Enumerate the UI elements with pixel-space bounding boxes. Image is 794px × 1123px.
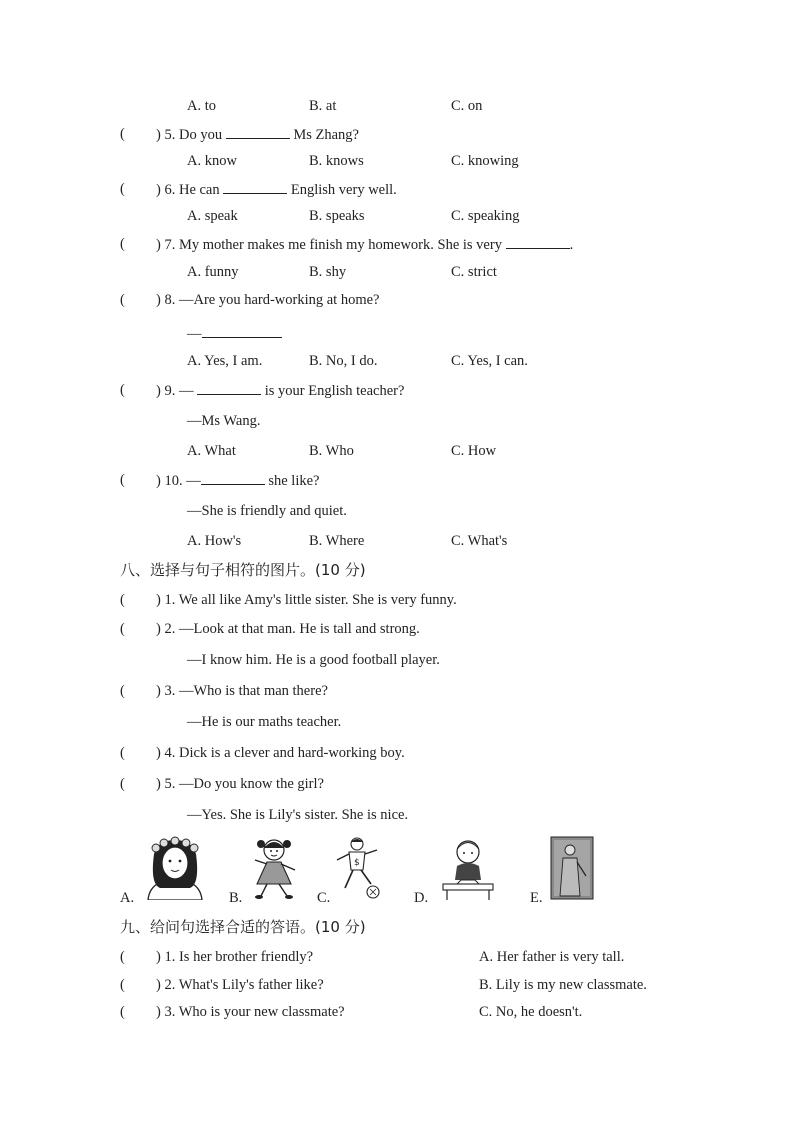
boy-studying-picture [439, 836, 497, 900]
s8-q5 [156, 775, 324, 793]
q7-option-a: A. funny [187, 264, 239, 280]
q6-paren: ( [120, 181, 125, 197]
picture-label-c: C. [317, 890, 331, 906]
q10-text-before: — [186, 473, 201, 489]
q5-paren: ( [120, 126, 125, 142]
s8-q2-reply: —I know him. He is a good football player. [187, 652, 440, 668]
s8-q1-number: ) 1. [156, 592, 176, 608]
q6-blank[interactable] [223, 180, 287, 194]
q8-option-b: B. No, I do. [309, 353, 378, 369]
q5-option-a: A. know [187, 153, 237, 169]
q6-number: ) 6. [156, 182, 176, 198]
s9-q3 [156, 1003, 345, 1021]
s8-q5-number: ) 5. [156, 776, 176, 792]
s9-answer-c: C. No, he doesn't. [479, 1004, 583, 1020]
s9-q3-paren: ( [120, 1004, 125, 1020]
q7-text-before: My mother makes me finish my homework. She is very [178, 237, 502, 253]
s9-answer-a: A. Her father is very tall. [479, 949, 625, 965]
q5-text-after: Ms Zhang? [293, 127, 359, 143]
q8-blank[interactable] [202, 324, 282, 338]
q6-option-c: C. speaking [451, 208, 520, 224]
q9-text-after: is your English teacher? [264, 383, 405, 399]
q8-paren: ( [120, 292, 125, 308]
teacher-at-blackboard-picture [550, 836, 594, 900]
q8-option-c: C. Yes, I can. [451, 353, 528, 369]
s8-q4-paren: ( [120, 745, 125, 761]
q7-blank[interactable] [506, 235, 570, 249]
s9-q2-number: ) 2. [156, 977, 176, 993]
q6-question [156, 180, 397, 199]
q7-question [156, 235, 573, 254]
section8-heading: 八、选择与句子相符的图片。(10 分) [120, 561, 366, 579]
q9-paren: ( [120, 382, 125, 398]
q8-text: —Are you hard-working at home? [178, 292, 380, 308]
q7-text-after: . [569, 237, 574, 253]
picture-label-e: E. [530, 890, 543, 906]
q9-number: ) 9. [156, 383, 176, 399]
q5-number: ) 5. [156, 127, 176, 143]
s9-q1-paren: ( [120, 949, 125, 965]
woman-with-flower-crown-picture [140, 836, 210, 900]
q10-paren: ( [120, 472, 125, 488]
picture-label-a: A. [120, 890, 135, 906]
q4-option-a: A. to [187, 98, 216, 114]
q9-option-c: C. How [451, 443, 497, 459]
q5-option-b: B. knows [309, 153, 364, 169]
s9-q2-text: What's Lily's father like? [178, 977, 324, 993]
s9-q2 [156, 976, 324, 994]
q10-option-a: A. How's [187, 533, 242, 549]
s8-q3-reply: —He is our maths teacher. [187, 714, 342, 730]
q9-question [156, 381, 404, 400]
q7-number: ) 7. [156, 237, 176, 253]
s8-q1-text: We all like Amy's little sister. She is very funny. [178, 592, 457, 608]
q5-option-c: C. knowing [451, 153, 519, 169]
q6-option-b: B. speaks [309, 208, 365, 224]
s9-q2-paren: ( [120, 977, 125, 993]
s8-q2-paren: ( [120, 621, 125, 637]
q10-blank[interactable] [201, 471, 265, 485]
picture-label-b: B. [229, 890, 243, 906]
q10-number: ) 10. [156, 473, 183, 489]
s8-q2-number: ) 2. [156, 621, 176, 637]
s8-q4 [156, 744, 405, 762]
q6-text-before: He can [178, 182, 220, 198]
q7-paren: ( [120, 236, 125, 252]
s8-q5-paren: ( [120, 776, 125, 792]
q8-number: ) 8. [156, 292, 176, 308]
s8-q4-text: Dick is a clever and hard-working boy. [178, 745, 405, 761]
q10-question [156, 471, 319, 490]
football-player-picture [333, 836, 383, 900]
s8-q3-number: ) 3. [156, 683, 176, 699]
s9-q1 [156, 948, 313, 966]
s8-q2 [156, 620, 420, 638]
s8-q3-paren: ( [120, 683, 125, 699]
q8-reply [187, 324, 282, 343]
q7-option-b: B. shy [309, 264, 347, 280]
q9-blank[interactable] [197, 381, 261, 395]
q9-option-a: A. What [187, 443, 236, 459]
q6-option-a: A. speak [187, 208, 238, 224]
s8-q5-text: —Do you know the girl? [178, 776, 324, 792]
q10-text-after: she like? [268, 473, 320, 489]
q4-option-c: C. on [451, 98, 483, 114]
q10-option-c: C. What's [451, 533, 508, 549]
s8-q1-paren: ( [120, 592, 125, 608]
s8-q4-number: ) 4. [156, 745, 176, 761]
q8-question [156, 291, 380, 309]
q4-option-b: B. at [309, 98, 337, 114]
q9-reply: —Ms Wang. [187, 413, 261, 429]
s8-q1 [156, 591, 457, 609]
s9-q3-text: Who is your new classmate? [178, 1004, 345, 1020]
q10-option-b: B. Where [309, 533, 365, 549]
q10-reply: —She is friendly and quiet. [187, 503, 347, 519]
q5-text-before: Do you [178, 127, 223, 143]
s8-q3 [156, 682, 328, 700]
s9-answer-b: B. Lily is my new classmate. [479, 977, 647, 993]
s9-q1-number: ) 1. [156, 949, 176, 965]
q5-blank[interactable] [226, 125, 290, 139]
s8-q3-text: —Who is that man there? [178, 683, 328, 699]
q7-option-c: C. strict [451, 264, 497, 280]
svg-text:$: $ [354, 858, 360, 868]
q9-option-b: B. Who [309, 443, 354, 459]
s8-q2-text: —Look at that man. He is tall and strong. [178, 621, 420, 637]
q9-text-before: — [178, 383, 194, 399]
s9-q1-text: Is her brother friendly? [178, 949, 314, 965]
q5-question [156, 125, 359, 144]
q6-text-after: English very well. [290, 182, 397, 198]
s9-q3-number: ) 3. [156, 1004, 176, 1020]
q8-option-a: A. Yes, I am. [187, 353, 263, 369]
dancing-girl-picture [247, 836, 301, 900]
s8-q5-reply: —Yes. She is Lily's sister. She is nice. [187, 807, 409, 823]
q8-reply-dash: — [187, 326, 202, 342]
section9-heading: 九、给问句选择合适的答语。(10 分) [120, 918, 366, 936]
picture-label-d: D. [414, 890, 429, 906]
